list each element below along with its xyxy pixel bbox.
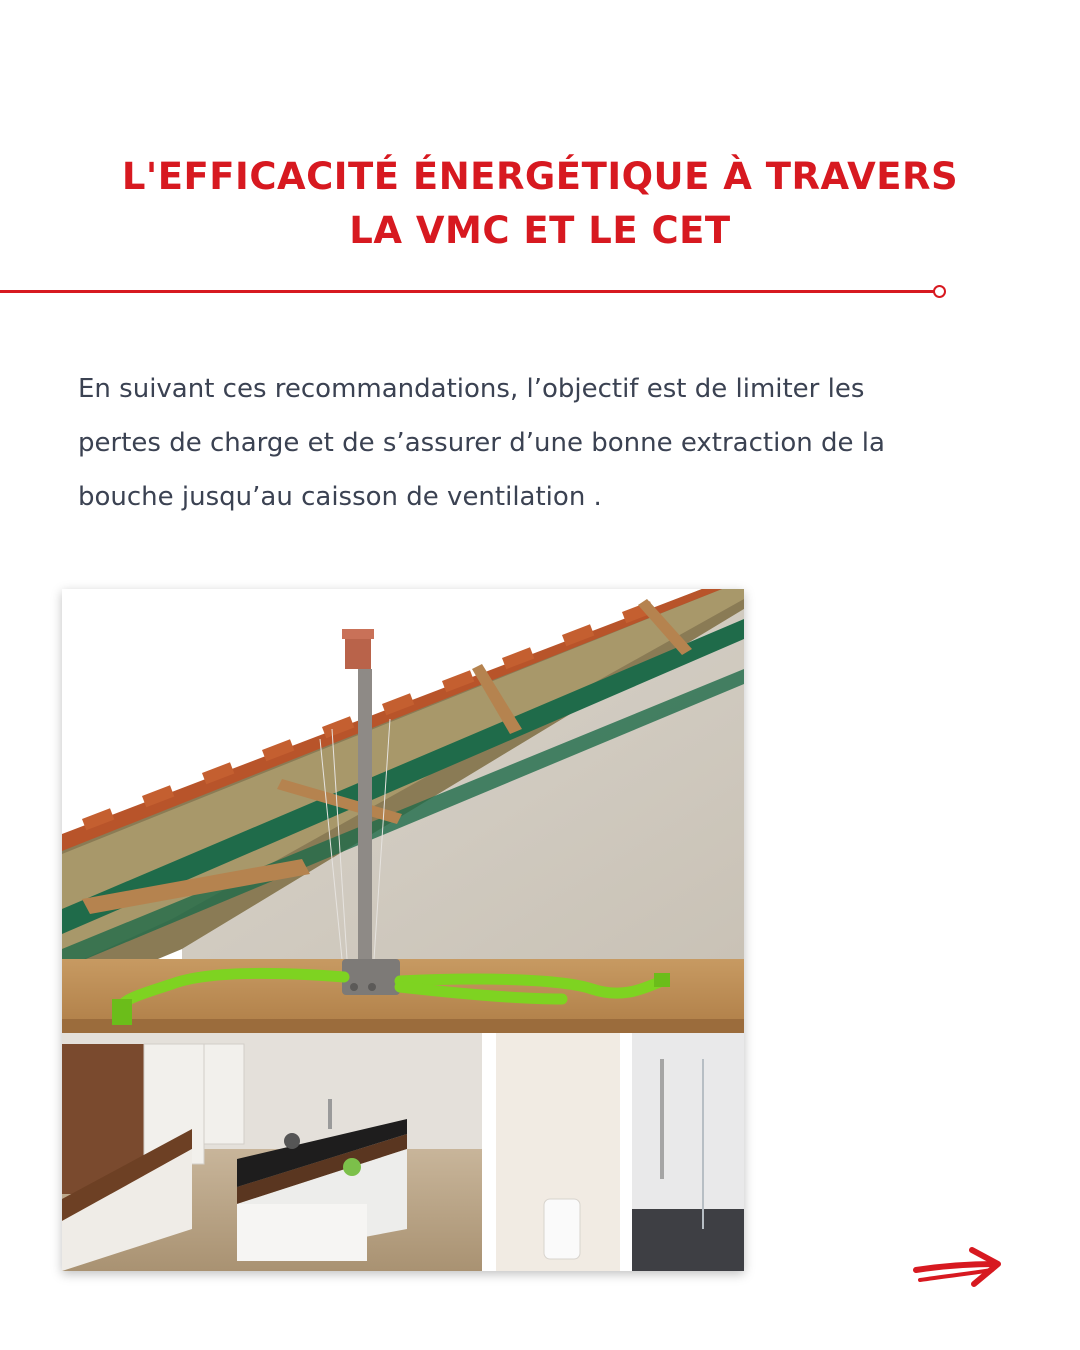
vertical-duct <box>358 669 372 959</box>
next-arrow-icon[interactable] <box>912 1244 1004 1290</box>
title-line-2: LA VMC ET LE CET <box>349 209 731 252</box>
vmc-house-illustration <box>62 589 744 1271</box>
intro-line-2: pertes de charge et de s’assurer d’une bonne extraction de la <box>78 428 885 458</box>
intro-line-1: En suivant ces recommandations, l’objectif est de limiter les <box>78 374 865 404</box>
title-divider <box>0 290 936 293</box>
divider-end-dot <box>933 285 946 298</box>
intro-paragraph <box>78 362 1008 524</box>
intro-line-3: bouche jusqu’au caisson de ventilation . <box>78 482 602 512</box>
title-line-1: L'EFFICACITÉ ÉNERGÉTIQUE À TRAVERS <box>121 155 959 198</box>
page-title <box>0 150 1080 258</box>
